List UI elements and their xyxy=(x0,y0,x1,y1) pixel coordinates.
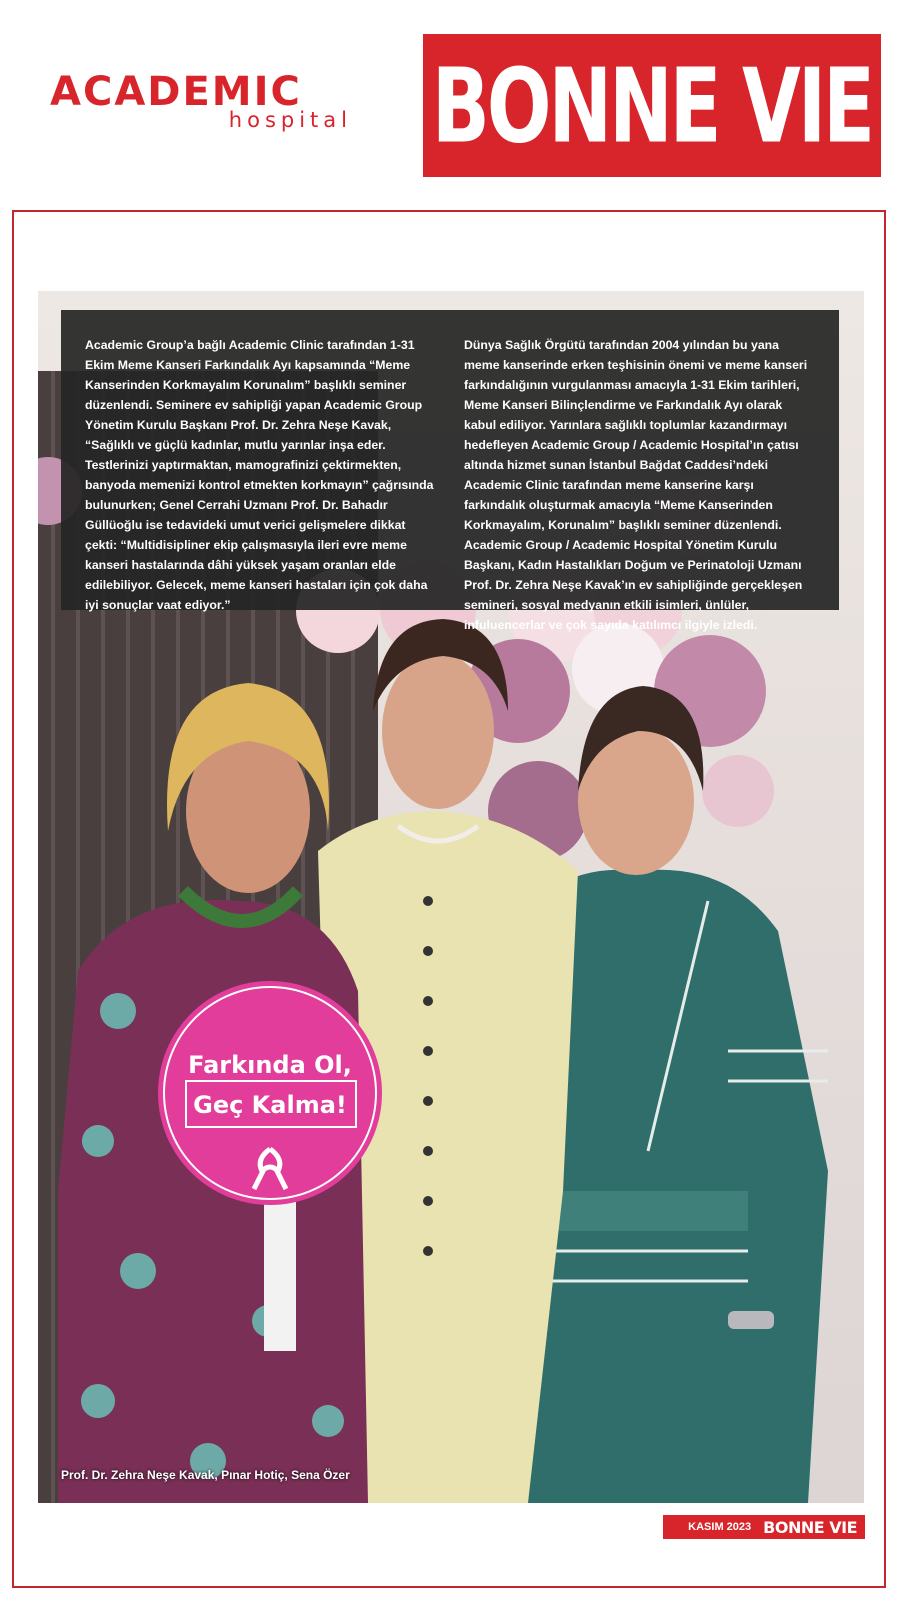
sign-line2: Geç Kalma! xyxy=(193,1091,347,1119)
footer-brand: BONNE VIE xyxy=(763,1517,857,1537)
logo-sub-text: hospital xyxy=(228,108,352,132)
bonne-vie-masthead xyxy=(423,34,881,177)
footer-bar xyxy=(663,1515,865,1539)
photo-caption: Prof. Dr. Zehra Neşe Kavak, Pınar Hotiç, Sena Özer xyxy=(61,1468,350,1482)
article-column-1: Academic Group’a bağlı Academic Clinic tarafından 1-31 Ekim Meme Kanseri Farkındalık Ayı kapsamında “Meme Kanserinden Korkmayalım Korunalım” başlıklı seminer düzenlendi. Seminere ev sahipliği yapan Academic Group Yönetim Kurulu Başkanı Prof. Dr. Zehra Neşe Kavak, “Sağlıklı ve güçlü kadınlar, mutlu yarınlar inşa eder. Testlerinizi yaptırmaktan, mamografinizi çektirmekten, banyoda memenizi kontrol etmekten korkmayın” çağrısında bulunurken; Genel Cerrahi Uzmanı Prof. Dr. Bahadır Güllüoğlu ise tedavideki umut verici gelişmelere dikkat çekti: “Multidisipliner ekip çalışmasıyla ileri evre meme kanseri hastalarında dâhi yüksek yaşam oranları elde edilebiliyor. Gelecek, meme kanseri hastaları için çok daha iyi sonuçlar vaat ediyor.” xyxy=(85,338,434,612)
academic-hospital-logo xyxy=(50,70,360,140)
logo-main-text: ACADEMIC xyxy=(50,69,302,115)
issue-date: KASIM 2023 xyxy=(688,1521,752,1533)
article-column-2: Dünya Sağlık Örgütü tarafından 2004 yılından bu yana meme kanserinde erken teşhisinin önemi ve meme kanseri farkındalığının vurgulanması amacıyla 1-31 Ekim tarihleri, Meme Kanseri Bilinçlendirme ve Farkındalık Ayı olarak kabul ediliyor. Yarınlara sağlıklı toplumlar kazandırmayı hedefleyen Academic Group / Academic Hospital’ın çatısı altında hizmet sunan İstanbul Bağdat Caddesi’ndeki Academic Clinic tarafından meme kanserine karşı farkındalık oluşturmak amacıyla “Meme Kanserinden Korkmayalım, Korunalım” başlıklı seminer düzenlendi. Academic Group / Academic Hospital Yönetim Kurulu Başkanı, Kadın Hastalıkları Doğum ve Perinatoloji Uzmanı Prof. Dr. Zehra Neşe Kavak’ın ev sahipliğinde gerçekleşen semineri, sosyal medyanın etkili isimleri, ünlüler, infuluencerlar ve çok sayıda katılımcı ilgiyle izledi. xyxy=(464,338,808,632)
article-text-box xyxy=(61,310,839,632)
masthead-text: BONNE VIE xyxy=(431,45,873,166)
sign-line1: Farkında Ol, xyxy=(188,1051,352,1079)
